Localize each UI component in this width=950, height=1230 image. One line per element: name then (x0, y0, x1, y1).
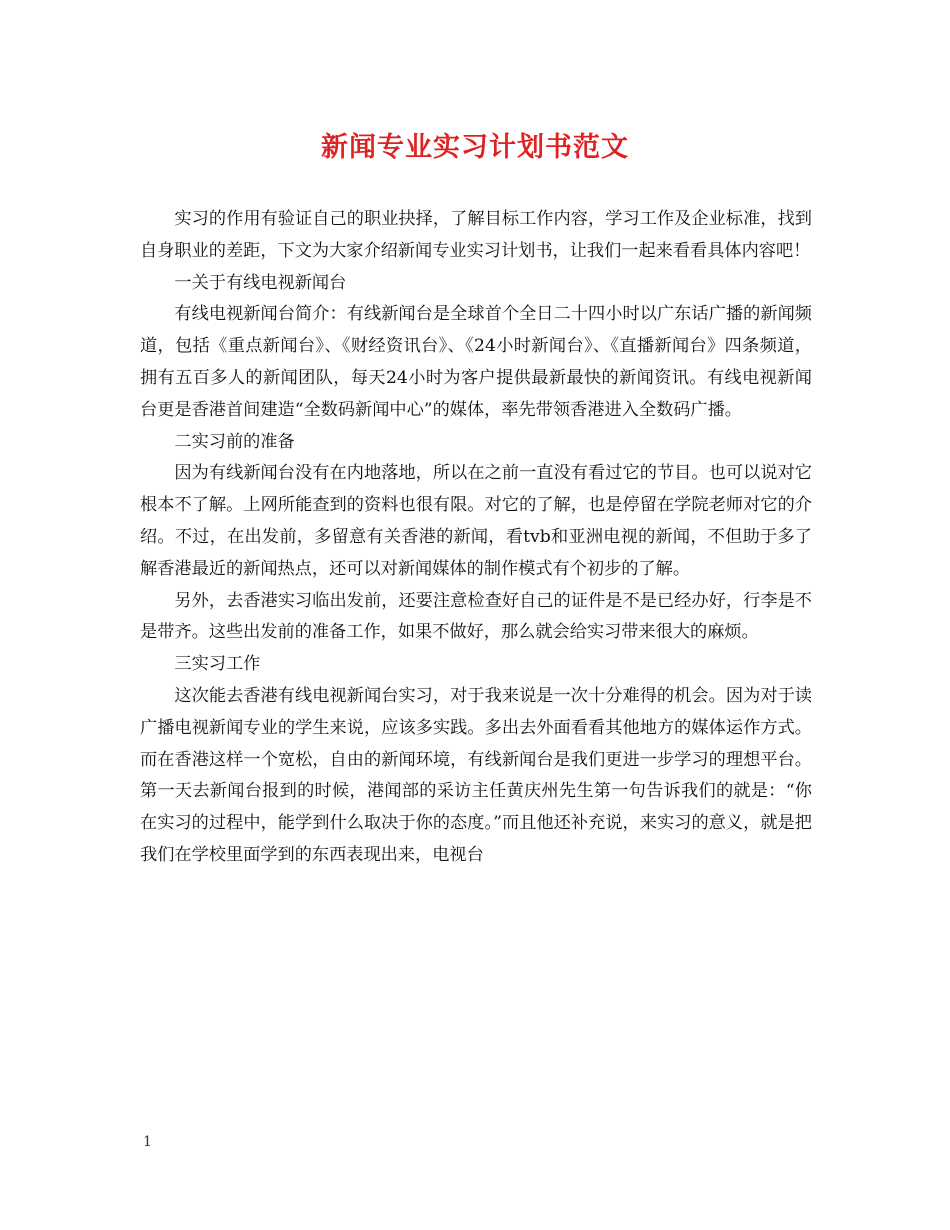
paragraph-section-1: 有线电视新闻台简介：有线新闻台是全球首个全日二十四小时以广东话广播的新闻频道，包括《重点新闻台》、《财经资讯台》、《24小时新闻台》、《直播新闻台》四条频道，拥有五百多人的新闻团队，每天24小时为客户提供最新最快的新闻资讯。有线电视新闻台更是香港首间建造“全数码新闻中心”的媒体，率先带领香港进入全数码广播。 (140, 304, 812, 420)
paragraph-section-2b: 另外，去香港实习临出发前，还要注意检查好自己的证件是不是已经办好，行李是不是带齐。这些出发前的准备工作，如果不做好，那么就会给实习带来很大的麻烦。 (140, 590, 812, 643)
section-heading-3: 三实习工作 (174, 654, 261, 675)
paragraph-intro: 实习的作用有验证自己的职业抉择，了解目标工作内容，学习工作及企业标准，找到自身职业的差距，下文为大家介绍新闻专业实习计划书，让我们一起来看看具体内容吧！ (140, 209, 812, 261)
paragraph-section-3: 这次能去香港有线电视新闻台实习，对于我来说是一次十分难得的机会。因为对于读广播电视新闻专业的学生来说，应该多实践。多出去外面看看其他地方的媒体运作方式。而在香港这样一个宽松，自由的新闻环境，有线新闻台是我们更进一步学习的理想平台。第一天去新闻台报到的时候，港闻部的采访主任黄庆州先生第一句告诉我们的就是：“你在实习的过程中，能学到什么取决于你的态度。”而且他还补充说，来实习的意义，就是把我们在学校里面学到的东西表现出来，电视台 (140, 685, 812, 865)
section-heading-1: 一关于有线电视新闻台 (174, 272, 347, 293)
paragraph-section-2a: 因为有线新闻台没有在内地落地，所以在之前一直没有看过它的节目。也可以说对它根本不了解。上网所能查到的资料也很有限。对它的了解，也是停留在学院老师对它的介绍。不过，在出发前，多留意有关香港的新闻，看tvb和亚洲电视的新闻，不但助于多了解香港最近的新闻热点，还可以对新闻媒体的制作模式有个初步的了解。 (140, 463, 812, 579)
section-heading-2: 二实习前的准备 (174, 431, 295, 452)
page-number: 1 (143, 1134, 152, 1150)
document-title: 新闻专业实习计划书范文 (321, 132, 629, 163)
document-body (140, 204, 812, 872)
